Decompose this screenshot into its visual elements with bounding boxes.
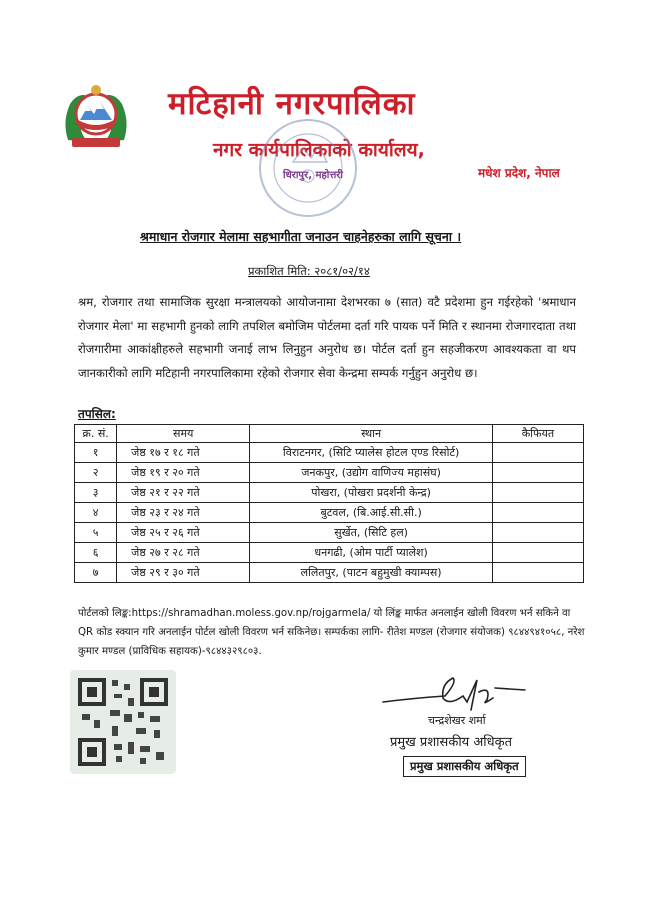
row-place: बुटवल, (बि.आई.सी.सी.) — [250, 503, 493, 523]
schedule-label: तपसिल: — [78, 407, 116, 421]
table-row — [75, 523, 584, 543]
row-serial: ७ — [75, 563, 117, 583]
signer-name: चन्द्रशेखर शर्मा — [428, 714, 486, 727]
row-place: पोखरा, (पोखरा प्रदर्शनी केन्द्र) — [250, 483, 493, 503]
portal-info: पोर्टलको लिङ्क:https://shramadhan.moless.gov.np/rojgarmela/ यो लिंङ्क मार्फत अनलाईन खोली विवरण भर्न सकिने वा QR कोड स्क्यान गरि अनलाईन पोर्टल खोली विवरण भर्न सकिनेछ। सम्पर्कका लागि- रीतेश मण्डल (रोजगार संयोजक) ९८४४९४१०५८, नरेश कुमार मण्डल (प्राविधिक सहायक)-९८४४३२९८०३. — [78, 608, 585, 657]
office-name: नगर कार्यपालिकाको कार्यालय, — [213, 139, 425, 161]
row-serial: ४ — [75, 503, 117, 523]
row-remark — [492, 523, 583, 543]
signature-icon — [375, 672, 545, 716]
province-label: मधेश प्रदेश, नेपाल — [478, 166, 560, 180]
published-date: प्रकाशित मिति: २०८१/०२/१४ — [248, 264, 370, 278]
org-name: मटिहानी नगरपालिका — [168, 86, 416, 122]
row-time: जेष्ठ २७ र २८ गते — [117, 543, 250, 563]
row-time: जेष्ठ १७ र १८ गते — [117, 443, 250, 463]
row-remark — [492, 503, 583, 523]
table-row — [75, 503, 584, 523]
row-place: विराटनगर, (सिटि प्यालेस होटल एण्ड रिसोर्ट) — [250, 443, 493, 463]
table-row — [75, 543, 584, 563]
row-time: जेष्ठ २५ र २६ गते — [117, 523, 250, 543]
row-place: जनकपुर, (उद्योग वाणिज्य महासंघ) — [250, 463, 493, 483]
header-time: समय — [117, 425, 250, 443]
table-row — [75, 563, 584, 583]
row-remark — [492, 443, 583, 463]
notice-title: श्रमाधान रोजगार मेलामा सहभागीता जनाउन चाहनेहरुका लागि सूचना । — [140, 229, 462, 244]
stamp-text: धिरापुर, महोत्तरी — [283, 170, 343, 181]
header-serial: क्र. सं. — [75, 425, 117, 443]
table-row — [75, 483, 584, 503]
row-time: जेष्ठ १९ र २० गते — [117, 463, 250, 483]
row-place: धनगढी, (ओम पार्टी प्यालेश) — [250, 543, 493, 563]
row-serial: २ — [75, 463, 117, 483]
header-remark: कैफियत — [492, 425, 583, 443]
row-remark — [492, 483, 583, 503]
row-remark — [492, 543, 583, 563]
header-place: स्थान — [250, 425, 493, 443]
row-serial: ५ — [75, 523, 117, 543]
notice-body: श्रम, रोजगार तथा सामाजिक सुरक्षा मन्त्रालयको आयोजनामा देशभरका ७ (सात) वटै प्रदेशमा हुन गईरहेको 'श्रमाधान रोजगार मेला' मा सहभागी हुनको लागि तपशिल बमोजिम पोर्टलमा दर्ता गरि पायक पर्ने मिति र स्थानमा रोजगारदाता तथा रोजगारीमा आकांक्षीहरुले सहभागी जनाई लाभ लिनुहुन अनुरोध छ। पोर्टल दर्ता हुन सहजीकरण आवश्यकता वा थप जानकारीको लागि मटिहानी नगरपालिकामा रहेको रोजगार सेवा केन्द्रमा सम्पर्क गर्नुहुन अनुरोध छ। — [78, 295, 576, 380]
row-place: ललितपुर, (पाटन बहुमुखी क्याम्पस) — [250, 563, 493, 583]
row-serial: ३ — [75, 483, 117, 503]
qr-code-icon[interactable] — [70, 670, 176, 774]
row-time: जेष्ठ २९ र ३० गते — [117, 563, 250, 583]
designation-seal: प्रमुख प्रशासकीय अधिकृत — [403, 756, 526, 777]
row-serial: १ — [75, 443, 117, 463]
row-place: सुर्खेत, (सिटि हल) — [250, 523, 493, 543]
row-time: जेष्ठ २३ र २४ गते — [117, 503, 250, 523]
table-row — [75, 443, 584, 463]
schedule-table — [74, 424, 584, 583]
table-header-row — [75, 425, 584, 443]
table-row — [75, 463, 584, 483]
row-serial: ६ — [75, 543, 117, 563]
signer-title: प्रमुख प्रशासकीय अधिकृत — [390, 735, 513, 750]
row-time: जेष्ठ २१ र २२ गते — [117, 483, 250, 503]
nepal-emblem-icon — [58, 82, 134, 154]
row-remark — [492, 463, 583, 483]
row-remark — [492, 563, 583, 583]
